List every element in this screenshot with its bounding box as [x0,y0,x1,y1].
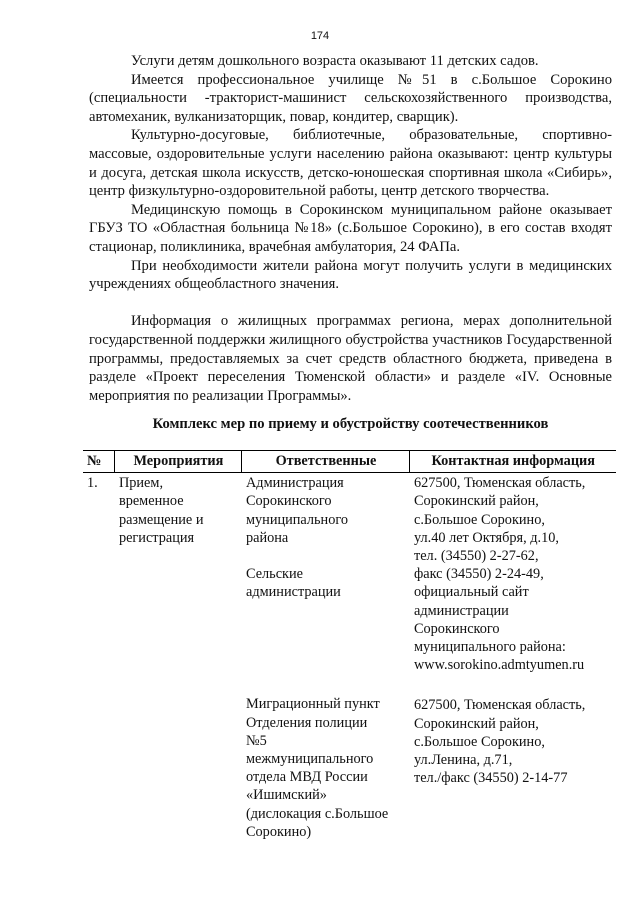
table-header-row [83,451,616,473]
activity-line: Прием, [118,475,164,492]
page-number: 174 [310,30,330,42]
contact-migration-point: с.Большое Сорокино, [413,733,545,750]
row-responsible [242,473,410,841]
paragraph-culture-services: Культурно-досуговые, библиотечные, образовательные, спортивно-массовые, оздоровительные услуги населению района оказывают: центр культуры и досуга, детская школа искусств, детско-юношеская спортивная школа «Сибирь», центр физкультурно-оздоровительной работы, центр детского творчества. [89,127,612,200]
responsible-migration-point: Миграционный пункт [245,696,380,713]
header-number: № [83,451,115,473]
activity-line: временное [118,493,184,510]
header-activities: Мероприятия [115,451,242,473]
header-contacts: Контактная информация [410,451,616,473]
responsible-migration-point: №5 [245,732,267,749]
table-title: Комплекс мер по приему и обустройству соотечественников [152,416,549,432]
body-text [89,52,612,405]
contact-district-admin: муниципального района: [413,639,566,656]
responsible-rural-admins: Сельские [245,566,303,583]
responsible-district-admin: муниципального [245,511,349,528]
contact-migration-point: Сорокинский район, [413,715,539,732]
responsible-district-admin: Администрация [245,475,344,492]
responsible-migration-point: (дислокация с.Большое [245,805,389,822]
row-contacts [410,473,616,841]
contact-migration-point: 627500, Тюменская область, [413,697,586,714]
contact-district-admin: факс (34550) 2-24-49, [413,566,544,583]
contact-district-admin: Сорокинского [413,620,500,637]
row-activity [115,473,242,841]
table-row [83,473,616,841]
contact-district-admin: администрации [413,602,509,619]
contact-district-admin: тел. (34550) 2-27-62, [413,548,539,565]
contact-district-admin: официальный сайт [413,584,529,601]
contact-district-admin: Сорокинский район, [413,493,539,510]
responsible-district-admin: Сорокинского [245,493,332,510]
contact-district-admin: 627500, Тюменская область, [413,475,586,492]
website-link[interactable]: www.sorokino.admtyumen.ru [413,657,585,674]
responsible-district-admin: района [245,529,289,546]
paragraph-medical-help: Медицинскую помощь в Сорокинском муниципальном районе оказывает ГБУЗ ТО «Областная больница №18» (с.Большое Сорокино), в его состав входят стационар, поликлиника, врачебная амбулатория, 24 ФАПа. [89,201,612,255]
contact-district-admin: с.Большое Сорокино, [413,511,545,528]
responsible-migration-point: Сорокино) [245,823,312,840]
paragraph-housing-programs: Информация о жилищных программах региона, мерах дополнительной государственной поддержки жилищного обустройства участников Государственной программы, предоставляемых за счет средств областного бюджета, приведена в разделе «Проект переселения Тюменской области» и разделе «IV. Основные мероприятия по реализации Программы». [89,313,612,404]
responsible-migration-point: «Ишимский» [245,787,327,804]
paragraph-regional-medicine: При необходимости жители района могут получить услуги в медицинских учреждениях общеобластного значения. [89,257,612,293]
responsible-migration-point: межмуниципального [245,751,374,768]
activity-line: регистрация [118,529,195,546]
contact-district-admin: ул.40 лет Октября, д.10, [413,529,559,546]
contact-migration-point: ул.Ленина, д.71, [413,752,513,769]
responsible-rural-admins: администрации [245,584,341,601]
measures-table [83,450,616,841]
activity-line: размещение и [118,511,204,528]
header-responsible: Ответственные [242,451,410,473]
responsible-migration-point: отдела МВД России [245,769,368,786]
paragraph-vocational-school: Имеется профессиональное училище №51 в с.Большое Сорокино (специальности -тракторист-машинист сельскохозяйственного производства, автомеханик, вулканизаторщик, повар, кондитер, сварщик). [89,71,612,125]
contact-migration-point: тел./факс (34550) 2-14-77 [413,770,568,787]
responsible-migration-point: Отделения полиции [245,714,368,731]
paragraph-kindergartens: Услуги детям дошкольного возраста оказывают 11 детских садов. [131,53,539,69]
row-number: 1. [87,475,98,492]
